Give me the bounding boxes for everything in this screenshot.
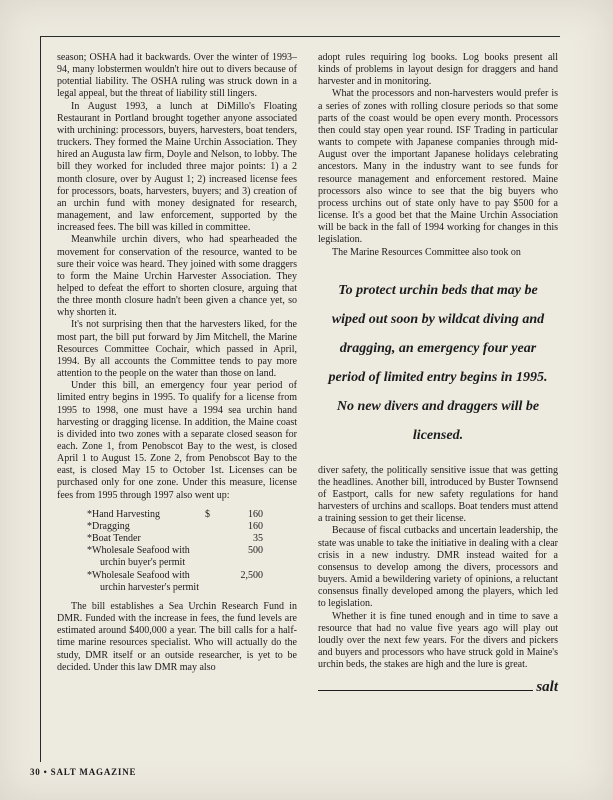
fee-label-second-line: urchin harvester's permit xyxy=(100,581,199,593)
fee-currency xyxy=(205,570,221,582)
fee-label: *Wholesale Seafood with xyxy=(87,569,190,581)
fee-amount: 160 xyxy=(248,508,263,520)
fee-row xyxy=(87,533,263,545)
fee-label-second-line: urchin buyer's permit xyxy=(100,557,186,569)
fee-label: *Hand Harvesting xyxy=(87,508,161,520)
body-paragraph: It's not surprising then that the harvesters liked, for the most part, the bill put forward by Jim Mitchell, the Marine Resources Committee Cochair, which passed in April, 1994. By all accounts the Committee tends to pay more attention to the people on the water than those on land. xyxy=(57,319,297,380)
fee-currency xyxy=(205,521,221,533)
pull-quote: To protect urchin beds that may be wiped out soon by wildcat diving and dragging, an emergency four year period of limited entry begins in 1995. No new divers and draggers will be licensed. xyxy=(328,282,548,443)
top-rule xyxy=(40,36,560,37)
page-footer xyxy=(30,767,136,777)
body-paragraph: Whether it is fine tuned enough and in time to save a resource that had no value five years ago will play out loudly over the next few years. For the divers and pickers and buyers and processors who have struck gold in Maine's urchin beds, the stakes are high and the lure is great. xyxy=(318,610,558,671)
body-paragraph: The bill establishes a Sea Urchin Research Fund in DMR. Funded with the increase in fees, the fund levels are estimated around $400,000 a year. The bill calls for a half-time marine resources specialist. Who will actually do the study, DMR itself or an outside researcher, is yet to be decided. Under this law DMR may also xyxy=(57,600,297,673)
right-column xyxy=(318,52,558,695)
body-paragraph: Under this bill, an emergency four year period of limited entry begins in 1995. To qualify for a license from 1995 to 1998, one must have a 1994 sea urchin hand harvesting or dragging license. In addition, the Maine coast is divided into two zones with a separate closed season for each. Zone 1, from Penobscot Bay to the west, is closed April 1 to August 15. Zone 2, from Penobscot Bay to the east, is closed May 15 to October 1st. Licenses can be purchased only for one zone. Under this measure, license fees from 1995 through 1997 also went up: xyxy=(57,380,297,501)
fee-amount: 160 xyxy=(248,520,263,532)
fee-table xyxy=(87,509,263,594)
article-end-signature xyxy=(318,680,558,695)
page-content xyxy=(57,52,558,695)
fee-label: *Dragging xyxy=(87,520,130,532)
fee-label: *Boat Tender xyxy=(87,533,141,545)
fee-amount: 500 xyxy=(248,545,263,557)
fee-row xyxy=(87,545,263,569)
fee-currency xyxy=(205,533,221,545)
fee-currency xyxy=(205,545,221,557)
fee-row xyxy=(87,570,263,594)
left-margin-rule xyxy=(40,36,41,762)
body-paragraph: Meanwhile urchin divers, who had spearheaded the movement for conservation of the resource, wanted to be sure their voice was heard. They joined with some draggers to form the Maine Urchin Harvester Association. They helped to defeat the effort to shorten closure, arguing that the three month closure hadn't been given a chance yet, so why shorten it. xyxy=(57,234,297,319)
fee-row xyxy=(87,509,263,521)
body-paragraph: The Marine Resources Committee also took on xyxy=(332,246,521,258)
body-paragraph: What the processors and non-harvesters would prefer is a series of zones with rolling closure periods so that some parts of the coast would be open every month. Processors then could stay open year round. ISF Trading in particular wants to compete with Japanese companies through mid-August over the important Japanese holidays celebrating ancestors. Many in the industry want to see funds for resource management and enforcement restored. Maine processors also wince to see that the big buyers who process urchins out of state only have to pay $500 for a license. It's a good bet that the Maine Urchin Association will be back in the fall of 1994 working for changes in this legislation. xyxy=(318,88,558,246)
signature-rule xyxy=(318,690,533,691)
fee-amount: 2,500 xyxy=(240,569,263,581)
fee-currency: $ xyxy=(205,508,210,520)
fee-label: *Wholesale Seafood with xyxy=(87,545,190,557)
salt-logo: salt xyxy=(536,679,558,696)
fee-amount: 35 xyxy=(253,533,263,545)
body-paragraph: In August 1993, a lunch at DiMillo's Floating Restaurant in Portland brought together anyone associated with urchining: processors, buyers, harvesters, boat tenders, truckers. They formed the Maine Urchin Association. They hired an Augusta law firm, Doyle and Nelson, to lobby. The bill they worked for included three major points: 1) a 2 month closure, over by August 1; 2) increased license fees for processors, boats, harvesters, buyers; and 3) creation of an urchin fund with money designated for research, management, and law enforcement, supported by the increased fees. The bill was killed in committee. xyxy=(57,100,297,234)
body-paragraph: season; OSHA had it backwards. Over the winter of 1993–94, many lobstermen wouldn't hire out to divers because of potential liability. The OSHA ruling was struck down in a legal appeal, but the threat of liability still lingers. xyxy=(57,52,297,100)
page-number-and-magazine: 30 • SALT MAGAZINE xyxy=(30,767,137,777)
body-paragraph: diver safety, the politically sensitive issue that was getting the headlines. Another bill, introduced by Buster Townsend of Eastport, calls for new safety regulations for hand harvesters of urchins and scallops. Boat tenders must attend a training session to get their license. xyxy=(318,464,558,525)
body-paragraph: adopt rules requiring log books. Log books present all kinds of problems in layout design for draggers and hand harvester and in monitoring. xyxy=(318,52,558,88)
fee-row xyxy=(87,521,263,533)
body-paragraph: Because of fiscal cutbacks and uncertain leadership, the state was unable to take the initiative in dealing with a clear crisis in a new industry. DMR instead waited for a consensus to develop among the divers, processors and buyers. Amid a bewildering variety of opinions, a reluctant consensus finally developed among the players, which led to legislation. xyxy=(318,525,558,610)
left-column xyxy=(57,52,297,695)
